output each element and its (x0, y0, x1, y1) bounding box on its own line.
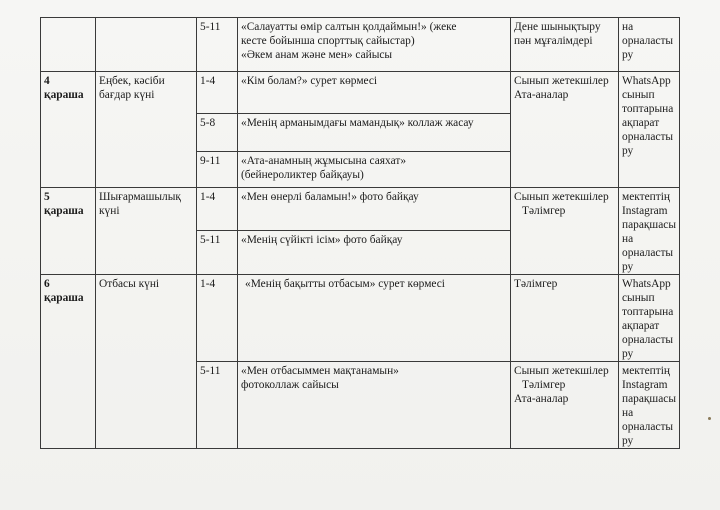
grade-cell: 9-11 (197, 152, 238, 188)
grade-cell: 5-11 (197, 18, 238, 72)
theme-cell: Отбасы күні (96, 275, 197, 449)
event-line: «Салауатты өмір салтын қолдаймын!» (жеке (241, 21, 457, 33)
event-plan-table (40, 17, 680, 449)
event-cell: «Мен отбасыммен мақтанамын» фотоколлаж сайысы (238, 362, 511, 449)
grade-cell: 5-8 (197, 114, 238, 152)
date-cell (41, 18, 96, 72)
event-cell: «Менің арманымдағы мамандық» коллаж жасау (238, 114, 511, 152)
event-line: кесте бойынша спорттық сайыстар) (241, 35, 415, 47)
theme-cell: Шығармашылық күні (96, 188, 197, 275)
event-line: «Әкем анам және мен» сайысы (241, 49, 393, 61)
report-cell: WhatsApp сынып топтарына ақпарат орналасты ру (619, 275, 680, 362)
table-row (41, 72, 680, 114)
grade-cell: 5-11 (197, 230, 238, 274)
event-cell: «Менің сүйікті ісім» фото байқау (238, 230, 511, 274)
date-cell: 6 қараша (41, 275, 96, 449)
report-line: орналасты (622, 35, 674, 47)
report-cell: WhatsApp сынып топтарына ақпарат орналасты ру (619, 72, 680, 188)
report-cell: мектептің Instagram парақшасы на орналасты ру (619, 362, 680, 449)
responsible-cell (511, 18, 619, 72)
grade-cell: 1-4 (197, 188, 238, 231)
grade-cell: 5-11 (197, 362, 238, 449)
responsible-cell: Сынып жетекшілер Тәлімгер (511, 188, 619, 275)
event-cell: «Кім болам?» сурет көрмесі (238, 72, 511, 114)
event-cell (238, 18, 511, 72)
date-cell: 5 қараша (41, 188, 96, 275)
responsible-cell: Сынып жетекшілер Ата-аналар (511, 72, 619, 188)
responsible-line: пән мұғалімдері (514, 35, 593, 47)
responsible-line: Дене шынықтыру (514, 21, 601, 33)
event-cell: «Мен өнерлі баламын!» фото байқау (238, 188, 511, 231)
table-row (41, 18, 680, 72)
date-cell: 4 қараша (41, 72, 96, 188)
theme-cell: Еңбек, кәсіби бағдар күні (96, 72, 197, 188)
responsible-cell: Сынып жетекшілер Тәлімгер Ата-аналар (511, 362, 619, 449)
event-cell: «Менің бақытты отбасым» сурет көрмесі (238, 275, 511, 362)
grade-cell: 1-4 (197, 275, 238, 362)
report-line: на (622, 21, 634, 33)
report-line: ру (622, 49, 634, 61)
responsible-cell: Тәлімгер (511, 275, 619, 362)
theme-cell (96, 18, 197, 72)
scan-speck (708, 417, 711, 420)
table-row (41, 275, 680, 362)
report-cell: мектептің Instagram парақшасы на орналасты ру (619, 188, 680, 275)
report-cell (619, 18, 680, 72)
table-row (41, 188, 680, 231)
event-cell: «Ата-анамның жұмысына саяхат» (бейнероликтер байқауы) (238, 152, 511, 188)
grade-cell: 1-4 (197, 72, 238, 114)
